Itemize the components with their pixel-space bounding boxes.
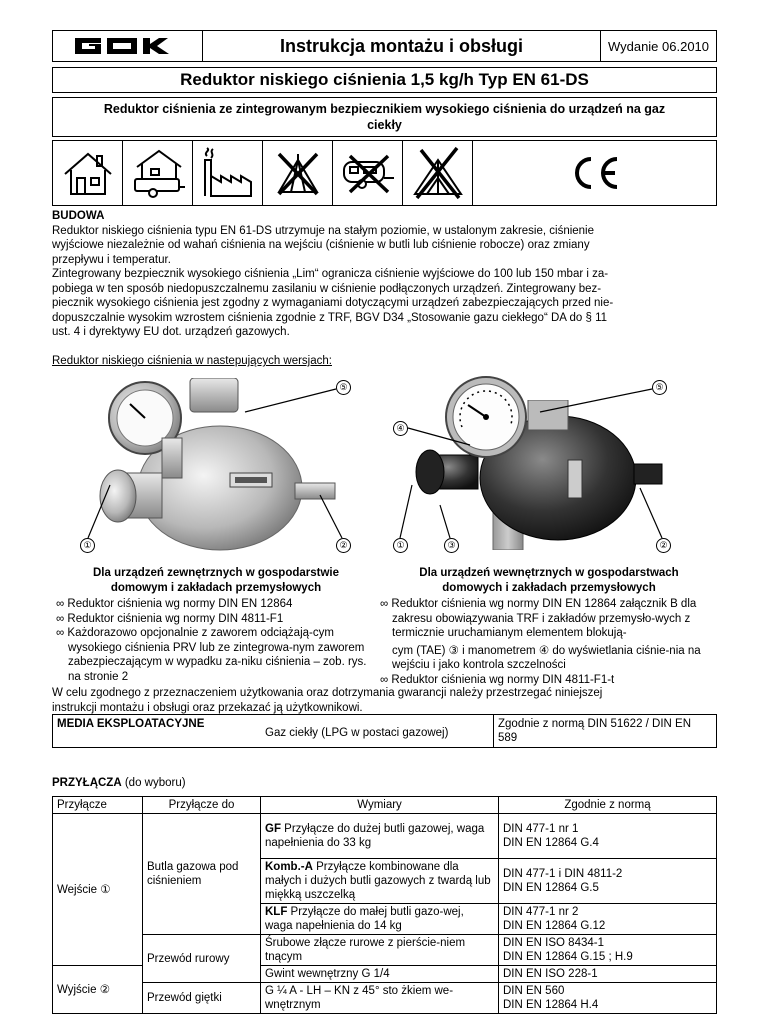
- list-item-continued: cym (TAE) ③ i manometrem ④ do wyświetlania ciśnie-nia na wejściu i jako kontrola szczelności: [392, 644, 701, 671]
- list-item: ∞ Reduktor ciśnienia wg normy DIN EN 12864 załącznik B dla zakresu obowiązywania TRF i zakładów przemysło-wych z termicznie uruchamianym elementem blokują-: [380, 598, 697, 639]
- pressure-gauge: [444, 375, 528, 459]
- table-row: [261, 859, 499, 904]
- gok-logo: [53, 31, 203, 61]
- norm-cell: [499, 904, 717, 935]
- dim-desc: Śrubowe złącze rurowe z pierście-niem tnącym: [265, 937, 466, 963]
- inlet-cell: Wejście ①: [53, 814, 143, 966]
- col-header: Zgodnie z normą: [499, 797, 717, 814]
- outlet-cell: Wyjście ②: [53, 966, 143, 1014]
- outdoor-heading-2: domowym i zakładach przemysłowych: [110, 581, 322, 594]
- callout-1-left: ①: [80, 538, 95, 553]
- norm-line: DIN EN 12864 H.4: [503, 999, 599, 1011]
- header-title: Instrukcja montażu i obsługi: [203, 31, 601, 61]
- warranty-line: W celu zgodnego z przeznaczeniem użytkowania oraz dotrzymania gwarancji należy przestrzegać niniejszej: [52, 687, 603, 699]
- dim-desc: Przyłącze do dużej butli gazowej, waga napełnienia do 33 kg: [265, 823, 485, 849]
- connections-title: PRZYŁĄCZA: [52, 777, 122, 789]
- media-value: Gaz ciekły (LPG w postaci gazowej): [265, 727, 449, 739]
- callout-2-right: ②: [656, 538, 671, 553]
- norm-line: DIN EN 12864 G.12: [503, 920, 606, 932]
- list-item: ∞ Każdorazowo opcjonalnie z zaworem odciążają-cym wysokiego ciśnienia PRV lub ze zintegrowa-nym zaworem zabezpieczającym w wypadku za-niku ciśnienia – zob. rys. na stronie 2: [56, 627, 367, 683]
- callout-2-left: ②: [336, 538, 351, 553]
- dim-desc: Gwint wewnętrzny G 1/4: [265, 968, 390, 980]
- dim-desc: Przyłącze do małej butli gazo-wej, waga napełnienia do 14 kg: [265, 906, 464, 932]
- norm-line: DIN EN 12864 G.5: [503, 882, 599, 894]
- warranty-line: instrukcji montażu i obsługi oraz przekazać ją użytkownikowi.: [52, 701, 363, 714]
- ce-mark-icon: [473, 141, 716, 205]
- caravan-crossed-icon: [333, 141, 403, 205]
- regulator-indoor-image: [398, 400, 668, 550]
- callout-3: ③: [444, 538, 459, 553]
- norm-line: DIN 477-1 i DIN 4811-2: [503, 868, 623, 880]
- list-item: ∞ Reduktor ciśnienia wg normy DIN 4811-F1-t: [380, 673, 615, 686]
- dim-code: Komb.-A: [265, 861, 313, 873]
- col-header: Przyłącze: [53, 797, 143, 814]
- edition-label: Wydanie 06.2010: [607, 38, 710, 54]
- norm-cell: [499, 935, 717, 966]
- callout-4: ④: [393, 421, 408, 436]
- regulator-outdoor-image: [90, 378, 340, 553]
- media-row: [52, 714, 717, 748]
- house-caravan-icon: [123, 141, 193, 205]
- media-label: MEDIA EKSPLOATACYJNE: [57, 718, 205, 730]
- dim-desc: Przyłącze kombinowane dla małych i dużych butli gazowych z twardą lub miękką uszczelką: [265, 861, 491, 901]
- indoor-heading-2: domowych i zakładach przemysłowych: [442, 581, 656, 594]
- outdoor-heading: Dla urządzeń zewnętrznych w gospodarstwie: [92, 567, 340, 579]
- callout-5-left: ⑤: [336, 380, 351, 395]
- norm-line: DIN EN ISO 8434-1: [503, 937, 604, 949]
- dim-code: KLF: [265, 906, 288, 918]
- norm-cell: [499, 983, 717, 1014]
- tent-crossed-icon: [263, 141, 333, 205]
- norm-line: DIN EN 12864 G.4: [503, 837, 599, 849]
- indoor-variants: [380, 566, 718, 687]
- indoor-heading: Dla urządzeń wewnętrznych w gospodarstwach: [419, 567, 679, 579]
- budowa-line: dopuszczalnie wysokim wzrostem ciśnienia zgodnie z TRF, BGV D34 „Stosowanie gazu ciekłego“ DA do § 11: [52, 311, 608, 324]
- callout-1-right: ①: [393, 538, 408, 553]
- norm-line: DIN EN 12864 G.15 ; H.9: [503, 951, 633, 963]
- main-title: Reduktor niskiego ciśnienia 1,5 kg/h Typ EN 61-DS: [52, 67, 717, 93]
- norm-line: DIN 477-1 nr 1: [503, 823, 579, 835]
- versions-heading: Reduktor niskiego ciśnienia w nastepujących wersjach:: [52, 355, 332, 367]
- table-row: [261, 904, 499, 935]
- col-header: Przyłącze do: [143, 797, 261, 814]
- norm-cell: [499, 966, 717, 983]
- factory-icon: [193, 141, 263, 205]
- norm-line: DIN 477-1 nr 2: [503, 906, 579, 918]
- table-row: [261, 983, 499, 1014]
- connections-note: (do wyboru): [124, 777, 186, 789]
- connections-table: [52, 796, 717, 1014]
- callout-5-right: ⑤: [652, 380, 667, 395]
- dim-code: GF: [265, 823, 281, 835]
- budowa-section: [52, 209, 717, 340]
- budowa-line: pobiega w ten sposób niedopuszczalnemu zasilaniu w ciśnienie podłączonych urządzeń. Zintegrowany bez-: [52, 282, 602, 295]
- budowa-line: Reduktor niskiego ciśnienia typu EN 61-DS utrzymuje na stałym poziomie, w ustalonym zakresie, ciśnienie: [52, 224, 595, 237]
- document-header: [52, 30, 717, 62]
- budowa-heading: BUDOWA: [52, 210, 105, 222]
- budowa-line: Zintegrowany bezpiecznik wysokiego ciśnienia „Lim“ ogranicza ciśnienie wyjściowe do 100 lub 150 mbar i za-: [52, 268, 609, 280]
- budowa-line: przepływu i temperatur.: [52, 253, 171, 266]
- bottle-cell: Butla gazowa pod ciśnieniem: [143, 814, 261, 935]
- house-icon: [53, 141, 123, 205]
- norm-line: DIN EN ISO 228-1: [503, 968, 598, 980]
- warranty-note: [52, 686, 717, 715]
- table-row: [261, 966, 499, 983]
- connections-heading: [52, 776, 186, 791]
- norm-cell: [499, 814, 717, 859]
- hose-cell: Przewód giętki: [143, 983, 261, 1014]
- table-row: [261, 814, 499, 859]
- norm-cell: [499, 859, 717, 904]
- list-item: ∞ Reduktor ciśnienia wg normy DIN EN 12864: [56, 598, 293, 610]
- table-row: [261, 935, 499, 966]
- budowa-line: piecznik wysokiego ciśnienia jest zgodny z wymaganiami dotyczącymi urządzeń zabezpieczających przed nie-: [52, 297, 614, 309]
- outdoor-variants: [56, 566, 376, 684]
- usage-icons-row: [52, 140, 717, 206]
- norm-line: DIN EN 560: [503, 985, 565, 997]
- pipe-cell: Przewód rurowy: [143, 935, 261, 983]
- list-item: ∞ Reduktor ciśnienia wg normy DIN 4811-F1: [56, 612, 284, 625]
- media-norm: Zgodnie z normą DIN 51622 / DIN EN 589: [493, 715, 716, 747]
- subtitle: Reduktor ciśnienia ze zintegrowanym bezpiecznikiem wysokiego ciśnienia do urządzeń na gaz ciekły: [52, 97, 717, 137]
- camping-crossed-icon: [403, 141, 473, 205]
- budowa-line: ust. 4 i dyrektywy EU dot. urządzeń gazowych.: [52, 326, 290, 338]
- budowa-line: wyjściowe niezależnie od wahań ciśnienia na wejściu (ciśnienie w butli lub ciśnienie robocze) oraz zmiany: [52, 239, 590, 251]
- col-header: Wymiary: [261, 797, 499, 814]
- dim-desc: G ¼ A - LH – KN z 45° sto żkiem we-wnętrznym: [265, 985, 454, 1011]
